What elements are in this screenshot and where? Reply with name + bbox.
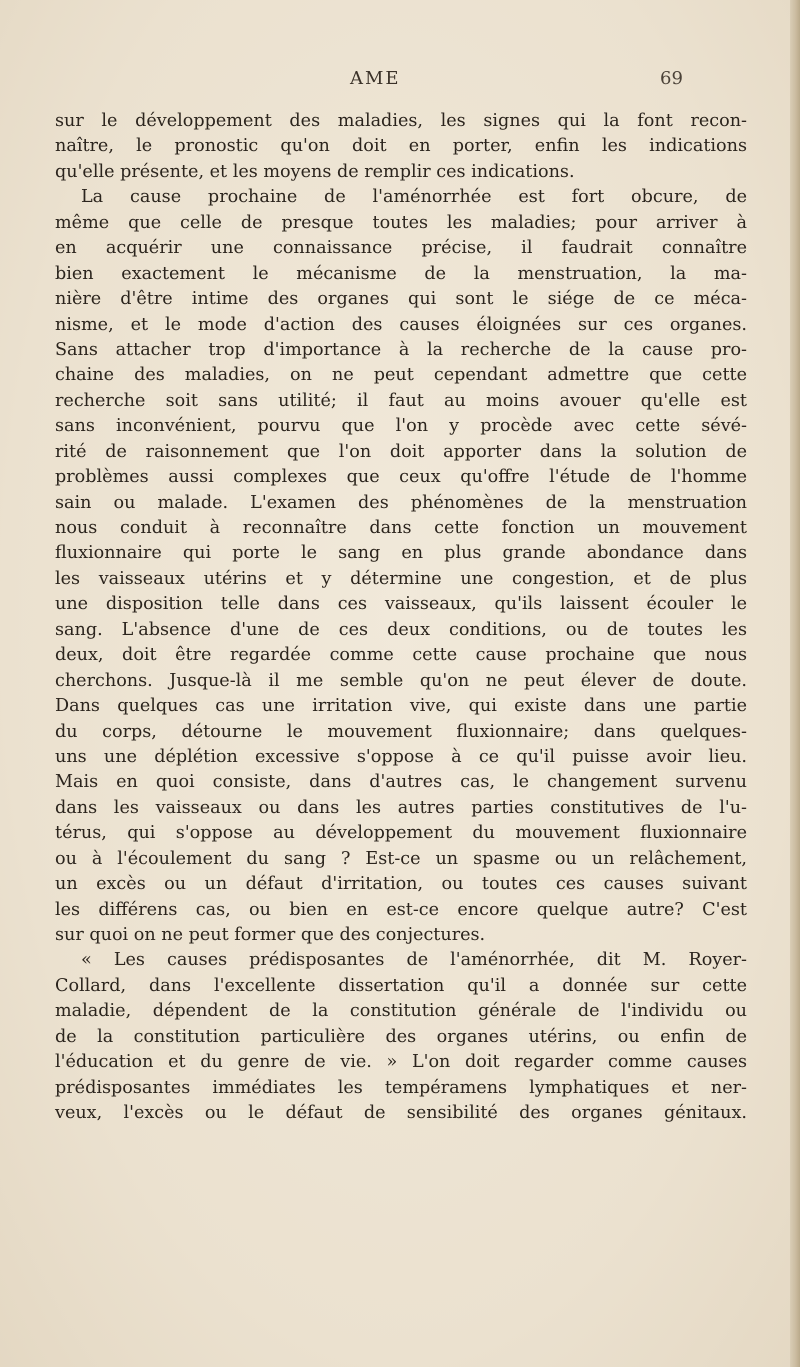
text-line: sur quoi on ne peut former que des conjectures. [55,925,486,945]
text-line: les vaisseaux utérins et y détermine une congestion, et de plus [55,568,747,589]
page-number: 69 [660,68,683,89]
text-line: rité de raisonnement que l'on doit apporter dans la solution de [55,441,747,462]
text-line: bien exactement le mécanisme de la menstruation, la ma- [55,263,747,284]
text-line: une disposition telle dans ces vaisseaux, qu'ils laissent écouler le [55,594,747,615]
text-line: térus, qui s'oppose au développement du mouvement fluxionnaire [55,823,747,844]
page-header [0,68,800,92]
text-line: sans inconvénient, pourvu que l'on y procède avec cette sévé- [55,416,747,437]
text-line: nière d'être intime des organes qui sont le siége de ce méca- [55,289,747,310]
text-line: sain ou malade. L'examen des phénomènes de la menstruation [55,492,747,513]
text-line: naître, le pronostic qu'on doit en porter, enfin les indications [55,136,747,157]
text-line: l'éducation et du genre de vie. » L'on doit regarder comme causes [55,1052,747,1073]
text-line: sang. L'absence d'une de ces deux conditions, ou de toutes les [55,619,747,640]
body-text [55,109,747,1127]
text-line: recherche soit sans utilité; il faut au moins avouer qu'elle est [55,390,747,411]
text-line: un excès ou un défaut d'irritation, ou toutes ces causes suivant [55,874,747,895]
text-line: La cause prochaine de l'aménorrhée est fort obcure, de [81,187,747,208]
text-line: problèmes aussi complexes que ceux qu'offre l'étude de l'homme [55,467,747,488]
text-line: sur le développement des maladies, les signes qui la font recon- [55,111,747,131]
page-edge [790,0,800,1367]
text-line: de la constitution particulière des organes utérins, ou enfin de [55,1026,747,1047]
text-line: du corps, détourne le mouvement fluxionnaire; dans quelques- [55,721,747,742]
text-line: même que celle de presque toutes les maladies; pour arriver à [55,212,747,233]
text-line: qu'elle présente, et les moyens de remplir ces indications. [55,161,575,182]
text-line: « Les causes prédisposantes de l'aménorrhée, dit M. Royer- [81,950,747,971]
text-line: en acquérir une connaissance précise, il faudrait connaître [55,238,747,259]
text-line: maladie, dépendent de la constitution générale de l'individu ou [55,1001,747,1022]
text-line: cherchons. Jusque-là il me semble qu'on ne peut élever de doute. [55,670,747,691]
text-line: Dans quelques cas une irritation vive, qui existe dans une partie [55,696,747,717]
text-line: fluxionnaire qui porte le sang en plus grande abondance dans [55,543,747,564]
text-line: chaine des maladies, on ne peut cependant admettre que cette [55,365,747,386]
text-line: prédisposantes immédiates les tempéramens lymphatiques et ner- [55,1077,747,1098]
text-line: dans les vaisseaux ou dans les autres parties constitutives de l'u- [55,797,747,818]
text-line: uns une déplétion excessive s'oppose à ce qu'il puisse avoir lieu. [55,746,747,767]
running-title: AME [350,68,401,89]
text-line: Sans attacher trop d'importance à la recherche de la cause pro- [55,339,747,360]
text-line: nous conduit à reconnaître dans cette fonction un mouvement [55,518,747,538]
text-line: ou à l'écoulement du sang ? Est-ce un spasme ou un relâchement, [55,848,747,869]
text-line: Collard, dans l'excellente dissertation qu'il a donnée sur cette [55,975,747,996]
text-line: deux, doit être regardée comme cette cause prochaine que nous [55,645,747,666]
text-line: Mais en quoi consiste, dans d'autres cas, le changement survenu [55,772,747,793]
text-line: nisme, et le mode d'action des causes éloignées sur ces organes. [55,314,747,335]
text-line: les différens cas, ou bien en est-ce encore quelque autre? C'est [55,899,747,920]
text-line: veux, l'excès ou le défaut de sensibilité des organes génitaux. [55,1103,747,1124]
